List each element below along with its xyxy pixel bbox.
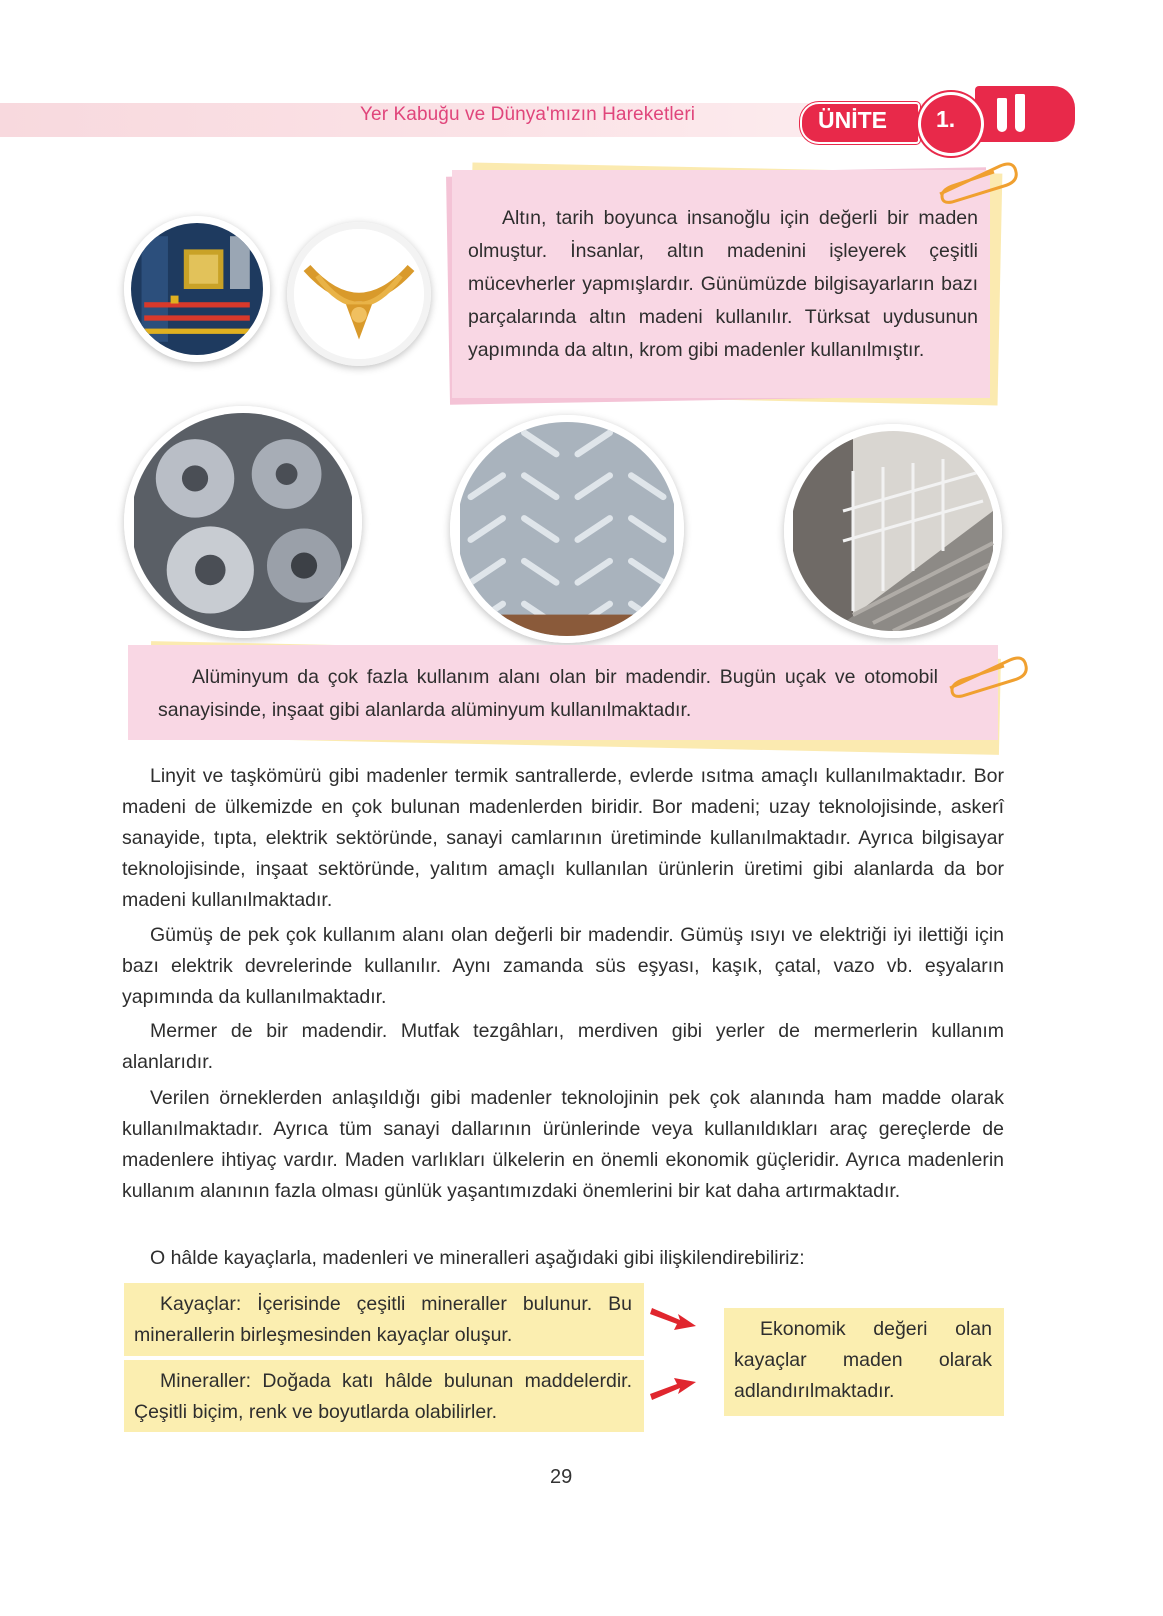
- checker-plate-photo: [450, 415, 684, 643]
- paragraph-silver: Gümüş de pek çok kullanım alanı olan değerli bir madendir. Gümüş ısıyı ve elektriği iyi ilettiği için bazı elektrik devrelerinde kullanılır. Aynı zamanda süs eşyası, kaşık, çatal, vazo vb. eşyaların yapımında da kullanılmaktadır.: [122, 924, 1004, 1008]
- gold-necklace-photo: [287, 222, 431, 366]
- test-tube-icon: [1015, 94, 1025, 132]
- aluminium-note-text: Alüminyum da çok fazla kullanım alanı olan bir madendir. Bugün uçak ve otomobil sanayisinde, inşaat gibi alanlarda alüminyum kullanılmaktadır.: [158, 666, 938, 721]
- test-tube-icon: [997, 98, 1007, 132]
- rocks-box: Kayaçlar: İçerisinde çeşitli mineraller bulunur. Bu minerallerin birleşmesinden kayaçlar oluşur.: [124, 1283, 644, 1356]
- gold-note-text: Altın, tarih boyunca insanoğlu için değerli bir maden olmuştur. İnsanlar, altın madenini işleyerek çeşitli mücevherler yapmışlardır. Günümüzde bilgisayarların bazı parçalarında altın madeni kullanılır. Türksat uydusunun yapımında da altın, krom gibi madenler kullanılmıştır.: [468, 207, 978, 361]
- arrow-right-up-icon: [650, 1372, 700, 1408]
- paragraph-relation-intro: O hâlde kayaçlarla, madenleri ve mineralleri aşağıdaki gibi ilişkilendirebiliriz:: [150, 1247, 805, 1269]
- page-number: 29: [550, 1466, 573, 1488]
- unite-number: 1.: [936, 106, 956, 132]
- paragraph-mines-importance: Verilen örneklerden anlaşıldığı gibi madenler teknolojinin pek çok alanında ham madde olarak kullanılmaktadır. Ayrıca tüm sanayi dallarının ürünlerinde veya kullanıldıkları araç gereçlerde de madenlere ihtiyaç vardır. Maden varlıkları ülkelerin en önemli ekonomik güçleridir. Ayrıca madenlerin kullanım alanının fazla olması günlük yaşantımızdaki önemlerini bir kat daha artırmaktadır.: [122, 1087, 1004, 1202]
- paperclip-icon: [930, 156, 1020, 206]
- arrow-right-down-icon: [650, 1300, 700, 1336]
- circuit-board-photo: [124, 216, 270, 362]
- aluminium-parts-photo: [124, 406, 362, 638]
- mine-definition-box: Ekonomik değeri olan kayaçlar maden olarak adlandırılmaktadır.: [724, 1308, 1004, 1416]
- unite-tab: [975, 86, 1075, 142]
- chapter-title: Yer Kabuğu ve Dünya'mızın Hareketleri: [360, 104, 696, 125]
- staircase-railing-photo: [784, 424, 1002, 638]
- unite-label: ÜNİTE: [818, 107, 887, 133]
- paragraph-coal-boron: Linyit ve taşkömürü gibi madenler termik santrallerde, evlerde ısıtma amaçlı kullanılmaktadır. Bor madeni de ülkemizde en çok bulunan madenlerden biridir. Bor madeni; uzay teknolojisinde, askerî sanayide, tıpta, elektrik sektöründe, sanayi camlarının üretiminde kullanılmaktadır. Ayrıca bilgisayar teknolojisinde, inşaat sektöründe, yalıtım amaçlı kullanılan ürünlerin üretimi gibi alanlarda da bor madeni kullanılmaktadır.: [122, 765, 1004, 911]
- paragraph-marble: Mermer de bir madendir. Mutfak tezgâhları, merdiven gibi yerler de mermerlerin kullanım alanlarıdır.: [122, 1020, 1004, 1073]
- paperclip-icon: [940, 650, 1030, 700]
- minerals-box: Mineraller: Doğada katı hâlde bulunan maddelerdir. Çeşitli biçim, renk ve boyutlarda olabilirler.: [124, 1360, 644, 1432]
